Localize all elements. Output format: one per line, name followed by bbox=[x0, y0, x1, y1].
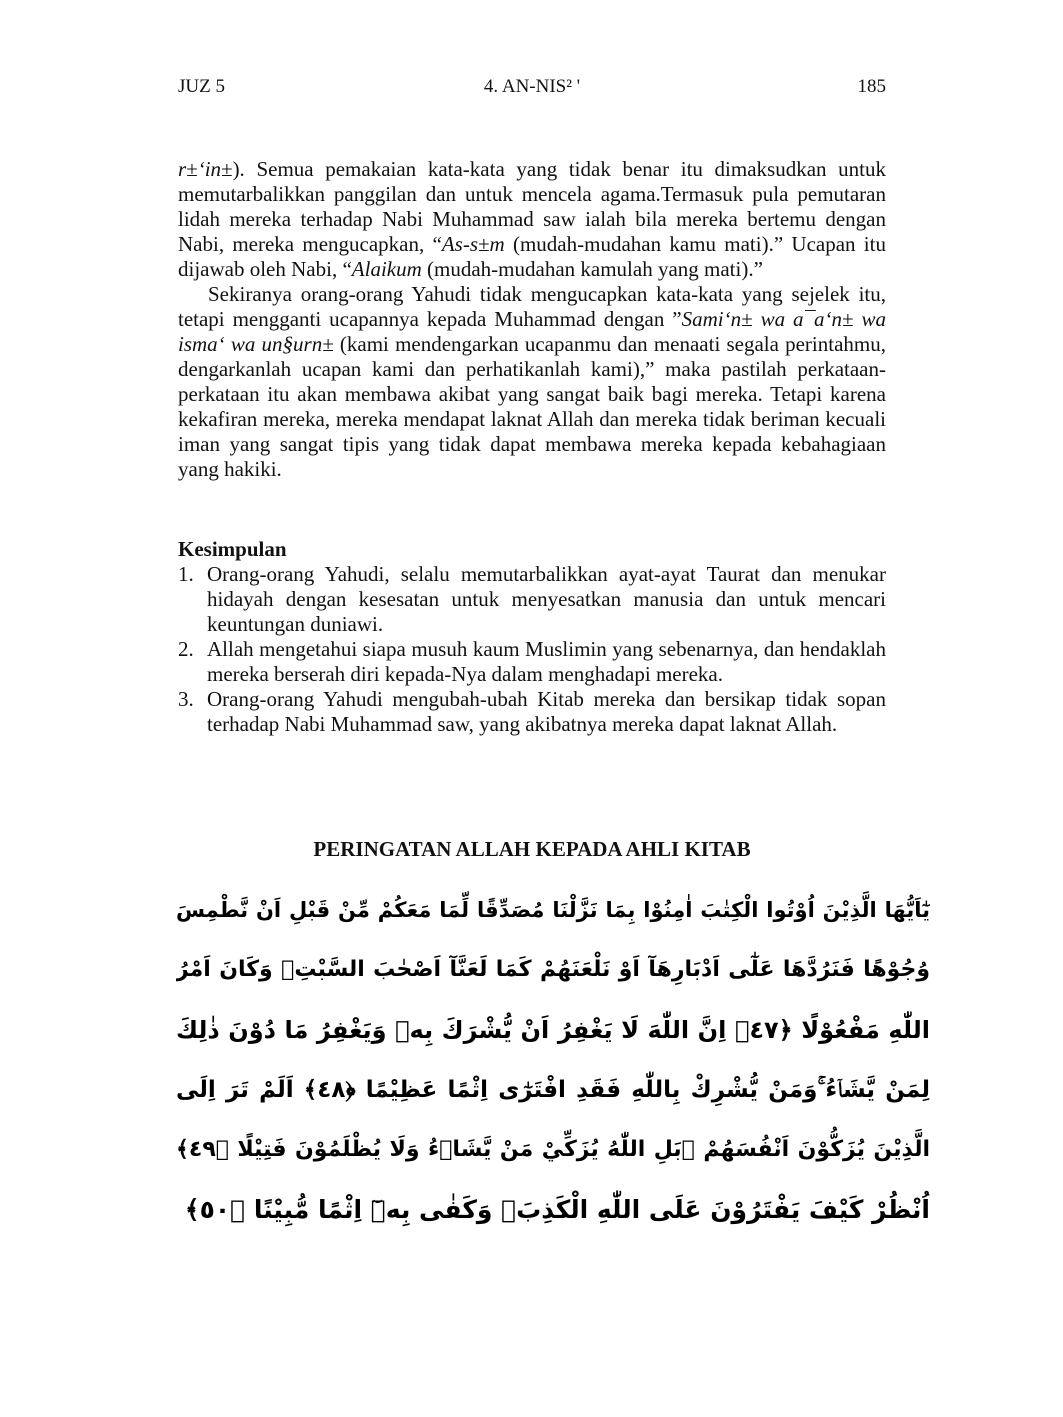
transliteration: Sami‘n± wa a¯a‘n± wa isma‘ wa un§urn± bbox=[178, 307, 886, 356]
transliteration: As-s±m bbox=[441, 232, 505, 256]
arabic-verse-line: لِمَنْ يَّشَاۤءُ ۚوَمَنْ يُّشْرِكْ بِاللّٰهِ فَقَدِ افْتَرٰٓى اِثْمًا عَظِيْمًا ﴿٤٨﴾ اَلَمْ تَرَ اِلَى bbox=[176, 1077, 930, 1103]
paragraph-text: Sekiranya orang-orang Yahudi tidak mengucapkan kata-kata yang sejelek itu, tetapi mengganti ucapannya kepada Muhammad dengan ” bbox=[178, 282, 886, 331]
arabic-verse-line: وُجُوْهًا فَنَرُدَّهَا عَلٰٓى اَدْبَارِهَآ اَوْ نَلْعَنَهُمْ كَمَا لَعَنَّآ اَصْحٰبَ السَّبْتِۗ وَكَانَ اَمْرُ bbox=[176, 957, 930, 982]
list-item bbox=[178, 562, 886, 637]
page-number: 185 bbox=[857, 76, 886, 97]
section-title: PERINGATAN ALLAH KEPADA AHLI KITAB bbox=[313, 837, 751, 861]
body-text bbox=[178, 157, 886, 482]
arabic-verse-line: يٰٓاَيُّهَا الَّذِيْنَ اُوْتُوا الْكِتٰبَ اٰمِنُوْا بِمَا نَزَّلْنَا مُصَدِّقًا لِّمَا مَعَكُمْ مِّنْ قَبْلِ اَنْ نَّطْمِسَ bbox=[176, 898, 930, 922]
quran-verses bbox=[176, 880, 930, 1240]
conclusion-heading: Kesimpulan bbox=[178, 537, 287, 561]
arabic-verse-line: اللّٰهِ مَفْعُوْلًا ﴿٤٧﴾ اِنَّ اللّٰهَ لَا يَغْفِرُ اَنْ يُّشْرَكَ بِهٖ وَيَغْفِرُ مَا دُوْنَ ذٰلِكَ bbox=[176, 1016, 930, 1044]
arabic-verse-line: اُنْظُرْ كَيْفَ يَفْتَرُوْنَ عَلَى اللّٰهِ الْكَذِبَۗ وَكَفٰى بِهٖٓ اِثْمًا مُّبِيْنًا ﴿٥٠﴾ bbox=[184, 1195, 930, 1224]
list-item-text: Orang-orang Yahudi mengubah-ubah Kitab mereka dan bersikap tidak sopan terhadap Nabi Muhammad saw, yang akibatnya mereka dapat laknat Allah. bbox=[207, 687, 886, 736]
running-header bbox=[178, 74, 886, 100]
paragraph-1 bbox=[178, 157, 886, 282]
paragraph-2 bbox=[178, 282, 886, 482]
conclusion-list bbox=[178, 562, 886, 737]
list-number: 1. bbox=[178, 562, 194, 586]
transliteration: Alaikum bbox=[351, 257, 422, 281]
list-item bbox=[178, 687, 886, 737]
list-item-text: Orang-orang Yahudi, selalu memutarbalikkan ayat-ayat Taurat dan menukar hidayah dengan kesesatan untuk menyesatkan manusia dan untuk mencari keuntungan duniawi. bbox=[207, 562, 886, 636]
transliteration: r±‘in± bbox=[178, 157, 233, 181]
list-item-text: Allah mengetahui siapa musuh kaum Muslimin yang sebenarnya, dan hendaklah mereka berserah diri kepada-Nya dalam menghadapi mereka. bbox=[207, 637, 886, 686]
list-number: 2. bbox=[178, 637, 194, 661]
paragraph-text: ). Semua pemakaian kata-kata yang tidak benar itu dimaksudkan untuk memutarbalikkan panggilan dan untuk mencela agama.Termasuk pula pemutaran lidah mereka terhadap Nabi Muhammad saw ialah bila mereka bertemu dengan Nabi, mereka mengucapkan, “ bbox=[178, 157, 886, 256]
paragraph-text: (kami mendengarkan ucapanmu dan menaati segala perintahmu, dengarkanlah ucapan kami dan perhatikanlah kami),” maka pastilah perkataan-perkataan itu akan membawa akibat yang sangat baik bagi mereka. Tetapi karena kekafiran mereka, mereka mendapat laknat Allah dan mereka tidak beriman kecuali iman yang sangat tipis yang tidak dapat membawa mereka kepada kebahagiaan yang hakiki. bbox=[178, 332, 886, 481]
juz-label: JUZ 5 bbox=[178, 76, 225, 97]
list-item bbox=[178, 637, 886, 687]
arabic-verse-line: الَّذِيْنَ يُزَكُّوْنَ اَنْفُسَهُمْ ۗبَلِ اللّٰهُ يُزَكِّيْ مَنْ يَّشَاۤءُ وَلَا يُظْلَمُوْنَ فَتِيْلًا ﴿٤٩﴾ bbox=[176, 1137, 930, 1162]
list-number: 3. bbox=[178, 687, 194, 711]
surah-title: 4. AN-NIS² ' bbox=[483, 76, 581, 97]
paragraph-text: (mudah-mudahan kamulah yang mati).” bbox=[421, 257, 763, 281]
paragraph-text: (mudah-mudahan kamu mati).” Ucapan itu dijawab oleh Nabi, “ bbox=[178, 232, 886, 281]
